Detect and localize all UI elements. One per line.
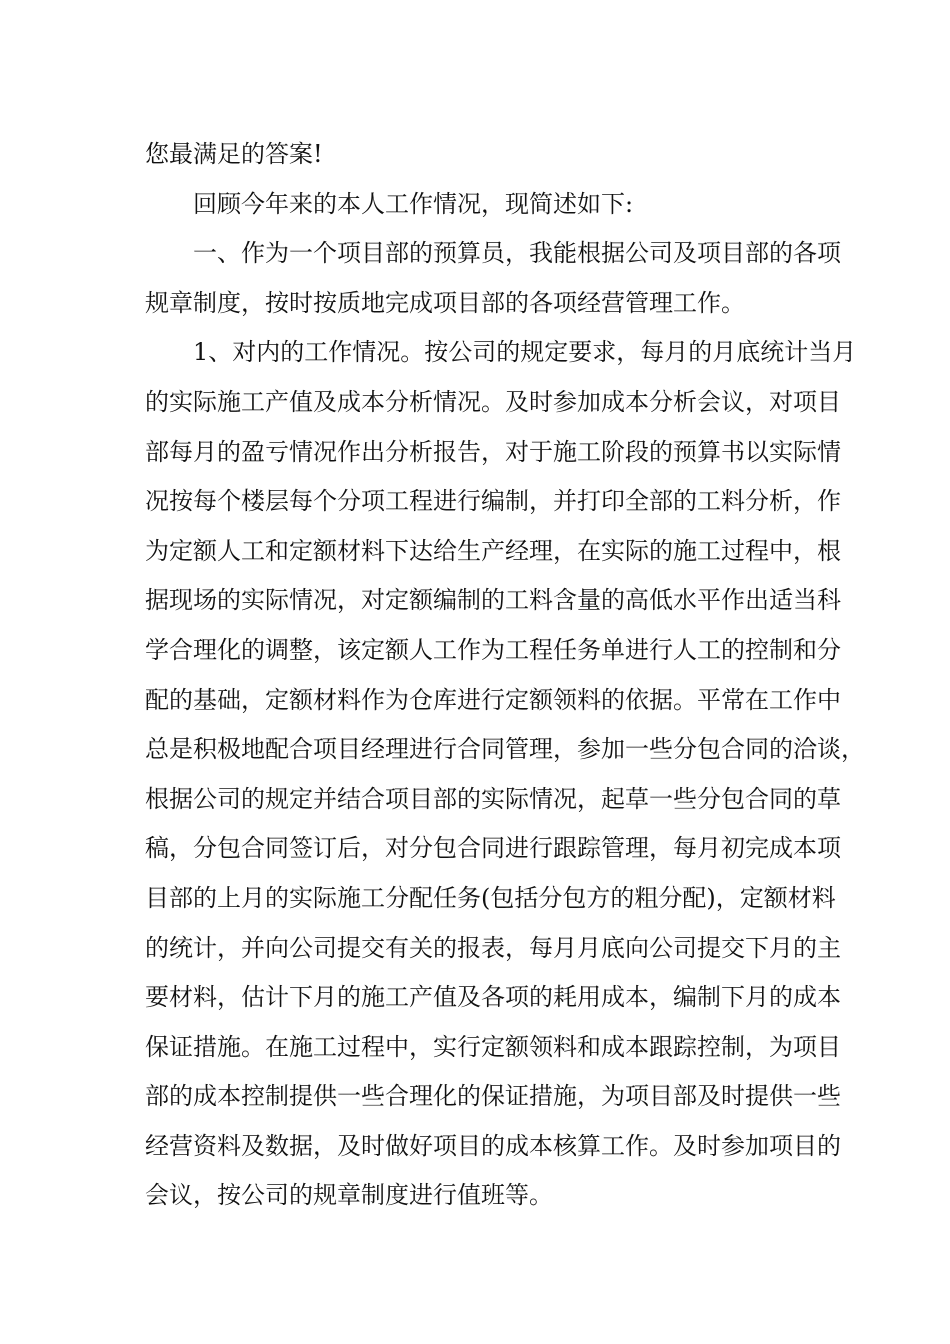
- text-line: 保证措施。在施工过程中，实行定额领料和成本跟踪控制，为项目: [145, 1032, 841, 1061]
- text-line: 要材料，估计下月的施工产值及各项的耗用成本，编制下月的成本: [145, 983, 841, 1012]
- text-line: 据现场的实际情况，对定额编制的工料含量的高低水平作出适当科: [145, 586, 841, 615]
- text-line: 规章制度，按时按质地完成项目部的各项经营管理工作。: [145, 288, 745, 317]
- document-body: [145, 130, 865, 1221]
- text-line: 根据公司的规定并结合项目部的实际情况，起草一些分包合同的草: [145, 784, 841, 813]
- text-line: 部每月的盈亏情况作出分析报告，对于施工阶段的预算书以实际情: [145, 437, 841, 466]
- text-line: 的实际施工产值及成本分析情况。及时参加成本分析会议，对项目: [145, 387, 841, 416]
- text-line: 配的基础，定额材料作为仓库进行定额领料的依据。平常在工作中: [145, 685, 841, 714]
- text-line: 学合理化的调整，该定额人工作为工程任务单进行人工的控制和分: [145, 635, 841, 664]
- text-line: 稿，分包合同签订后，对分包合同进行跟踪管理，每月初完成本项: [145, 834, 841, 863]
- text-line: 总是积极地配合项目经理进行合同管理，参加一些分包合同的洽谈，: [145, 735, 865, 764]
- text-line: 目部的上月的实际施工分配任务(包括分包方的粗分配)，定额材料: [145, 883, 836, 912]
- text-line: 1、对内的工作情况。按公司的规定要求，每月的月底统计当月: [193, 338, 857, 367]
- text-line: 会议，按公司的规章制度进行值班等。: [145, 1181, 553, 1210]
- text-line: 回顾今年来的本人工作情况，现简述如下:: [193, 189, 634, 218]
- text-line: 一、作为一个项目部的预算员，我能根据公司及项目部的各项: [193, 239, 841, 268]
- text-line: 况按每个楼层每个分项工程进行编制，并打印全部的工料分析，作: [145, 487, 841, 516]
- text-line: 的统计，并向公司提交有关的报表，每月月底向公司提交下月的主: [145, 933, 841, 962]
- text-line: 部的成本控制提供一些合理化的保证措施，为项目部及时提供一些: [145, 1082, 841, 1111]
- text-line: 您最满足的答案!: [145, 140, 323, 168]
- text-line: 经营资料及数据，及时做好项目的成本核算工作。及时参加项目的: [145, 1131, 841, 1160]
- text-line: 为定额人工和定额材料下达给生产经理，在实际的施工过程中，根: [145, 536, 841, 565]
